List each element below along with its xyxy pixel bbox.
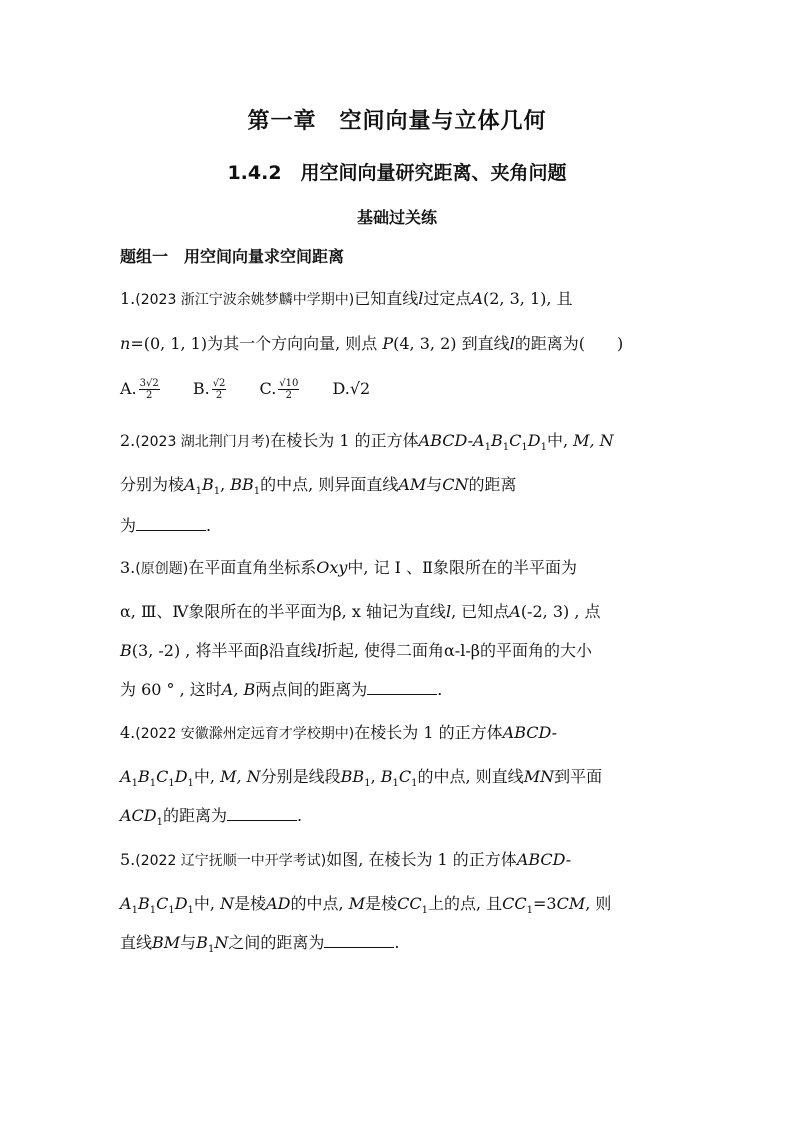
text-fragment: 3. [120,558,136,577]
text-fragment: B [196,933,208,952]
text-fragment: √2 [212,378,226,389]
answer-blank[interactable] [227,806,297,821]
question-source: (2022 安徽滁州定远育才学校期中) [135,726,355,742]
text-fragment: (2, 3, 1), 且 [483,289,573,308]
text-fragment: 为 [120,516,137,535]
text-fragment: 1 [421,905,428,917]
text-fragment: 之间的距离为 [228,933,325,952]
text-fragment: . [297,806,303,825]
text-fragment: √10 [279,378,299,389]
text-fragment: l [509,334,515,353]
text-fragment: 过定点 [423,289,472,308]
question-2-line-2 [120,474,517,503]
text-fragment: D [174,767,188,786]
text-fragment: , [370,767,381,786]
text-fragment: 如图, 在棱长为 1 的正方体 [326,850,517,869]
text-fragment: ABCD- [502,723,558,742]
question-source: (2022 辽宁抚顺一中开学考试) [135,853,327,869]
text-fragment: 中, 记 Ⅰ 、Ⅱ象限所在的半平面为 [347,558,577,577]
text-fragment: BB [230,475,254,494]
text-fragment: 上的点, 且 [427,894,503,913]
text-fragment: √2 [349,379,371,398]
text-fragment: AM [398,475,427,494]
text-fragment: C [509,431,522,450]
text-fragment: N [220,894,235,913]
text-fragment: 1 [540,442,547,454]
text-fragment: 1 [168,778,175,790]
text-fragment: 1 [131,778,138,790]
text-fragment: 的中点, 则直线 [417,767,524,786]
text-fragment: 1 [392,778,399,790]
text-fragment: CN [442,475,469,494]
question-5-line-1 [120,849,571,872]
text-fragment: 是棱 [365,894,398,913]
text-fragment: 为 60 ° , 这时 [120,680,222,699]
text-fragment: l [445,602,452,621]
text-fragment: B [490,431,503,450]
text-fragment: 的距离为( ) [514,334,624,353]
text-fragment: B [380,767,393,786]
question-2-line-3 [120,515,211,537]
text-fragment: 1 [526,905,533,917]
text-fragment: 的中点, 则异面直线 [260,475,399,494]
text-fragment: 1 [187,905,194,917]
exercise-level: 基础过关练 [356,208,437,227]
fraction [139,378,160,401]
text-fragment: A [184,475,196,494]
text-fragment: 的距离 [468,475,517,494]
text-fragment: 两点间的距离为 [255,680,368,699]
text-fragment: 到平面 [554,767,603,786]
question-source: (2023 湖北荆门月考) [135,434,271,450]
text-fragment: B [201,475,214,494]
text-fragment: CM [556,894,586,913]
question-source: (2023 浙江宁波余姚梦麟中学期中) [135,292,355,308]
text-fragment: 直线 [120,933,153,952]
text-fragment: 2 [146,390,153,401]
text-fragment: BB [340,767,365,786]
question-1-line-1 [120,288,573,311]
question-group-title: 题组一 用空间向量求空间距离 [120,247,345,266]
text-fragment: 中, [193,767,221,786]
text-fragment: l [418,289,424,308]
text-fragment: =(0, 1, 1)为其一个方向向量, 则点 [130,334,378,353]
question-4-line-1 [120,722,557,745]
question-2-line-1 [120,430,614,459]
question-source: (原创题) [135,561,189,577]
text-fragment: B [137,894,150,913]
text-fragment: D [174,894,188,913]
answer-blank[interactable] [136,516,206,531]
text-fragment: ABCD- [516,850,572,869]
text-fragment: Oxy [316,558,348,577]
text-fragment: C. [259,379,277,398]
text-fragment: ABCD- [418,431,474,450]
text-fragment: 分别是线段 [260,767,341,786]
question-3-line-2 [120,601,601,623]
text-fragment: CC [502,894,527,913]
chapter-title: 第一章 空间向量与立体几何 [247,109,547,134]
text-fragment: 1 [253,486,261,498]
fraction [212,378,227,401]
text-fragment: 1 [207,944,215,956]
text-fragment: 1 [156,817,163,829]
text-fragment: . [206,516,212,535]
text-fragment: 2 [285,390,293,401]
text-fragment: P [382,334,394,353]
text-fragment: 1 [364,778,371,790]
text-fragment: α, Ⅲ、Ⅳ象限所在的半平面为β, x 轴记为直线 [120,602,446,621]
text-fragment: BM [152,933,181,952]
text-fragment: 与 [426,475,443,494]
text-fragment: 1 [187,778,194,790]
option-a[interactable] [120,378,162,401]
text-fragment: 2 [215,390,223,401]
text-fragment: 1 [195,486,202,498]
text-fragment: 1 [411,778,418,790]
text-fragment: C [398,767,412,786]
text-fragment: 2. [120,431,136,450]
answer-blank[interactable] [367,680,437,695]
question-3-line-3 [120,640,592,662]
text-fragment: 1 [168,905,175,917]
question-4-line-2 [120,766,602,795]
text-fragment: 1 [502,442,510,454]
text-fragment: MN [523,767,555,786]
text-fragment: C [156,767,169,786]
text-fragment: 1 [521,442,528,454]
text-fragment: ACD [120,806,157,825]
text-fragment: B. [192,379,210,398]
text-fragment: M [348,894,366,913]
text-fragment: 1 [484,442,491,454]
text-fragment: =3 [533,894,557,913]
text-fragment: , 则 [585,894,612,913]
text-fragment: 与 [180,933,197,952]
option-b[interactable] [193,378,229,401]
text-fragment: 1 [131,905,138,917]
text-fragment: M, N [220,767,261,786]
question-5-line-2 [120,893,611,922]
text-fragment: l [316,641,322,660]
text-fragment: 1 [149,778,157,790]
text-fragment: D [527,431,541,450]
text-fragment: A, B [221,680,256,699]
question-5-line-3 [120,932,399,961]
text-fragment: 在棱长为 1 的正方体 [354,723,503,742]
text-fragment: , [220,475,231,494]
text-fragment: n [120,334,131,353]
text-fragment: CC [397,894,422,913]
text-fragment: A [471,289,483,308]
text-fragment: A [120,894,132,913]
text-fragment: AD [266,894,291,913]
text-fragment: A [509,602,521,621]
question-1-options [120,378,396,401]
text-fragment: , 已知点 [451,602,510,621]
text-fragment: C [156,894,169,913]
text-fragment: 1 [213,486,221,498]
text-fragment: 的中点, [290,894,349,913]
text-fragment: . [394,933,400,952]
text-fragment: 折起, 使得二面角α-l-β的平面角的大小 [321,641,592,660]
question-4-line-3 [120,805,302,834]
text-fragment: N [214,933,229,952]
section-title: 1.4.2 用空间向量研究距离、夹角问题 [227,162,567,184]
text-fragment: 已知直线 [354,289,419,308]
text-fragment: D. [332,379,350,398]
text-fragment: 中, [193,894,221,913]
text-fragment: A [473,431,485,450]
option-d[interactable] [332,378,370,400]
text-fragment: 在平面直角坐标系 [188,558,317,577]
answer-blank[interactable] [324,933,394,948]
text-fragment: 中, [546,431,574,450]
text-fragment: M, N [573,431,614,450]
text-fragment: 4. [120,723,136,742]
text-fragment: . [437,680,443,699]
text-fragment: 是棱 [234,894,267,913]
question-3-line-1 [120,557,577,580]
text-fragment: B [137,767,150,786]
text-fragment: (-2, 3) , 点 [520,602,601,621]
text-fragment: 分别为棱 [120,475,185,494]
text-fragment: 在棱长为 1 的正方体 [270,431,419,450]
text-fragment: (3, -2) , 将半平面β沿直线 [131,641,317,660]
text-fragment: (4, 3, 2) 到直线 [393,334,510,353]
text-fragment: 1 [149,905,157,917]
question-3-line-4 [120,679,442,701]
text-fragment: A [120,767,132,786]
option-c[interactable] [260,378,302,401]
text-fragment: B [120,641,132,660]
question-1-line-2 [120,333,623,355]
text-fragment: 3√2 [139,378,159,389]
text-fragment: 1. [120,289,136,308]
text-fragment: 5. [120,850,136,869]
text-fragment: 的距离为 [163,806,228,825]
fraction [278,378,299,401]
text-fragment: A. [120,379,137,398]
